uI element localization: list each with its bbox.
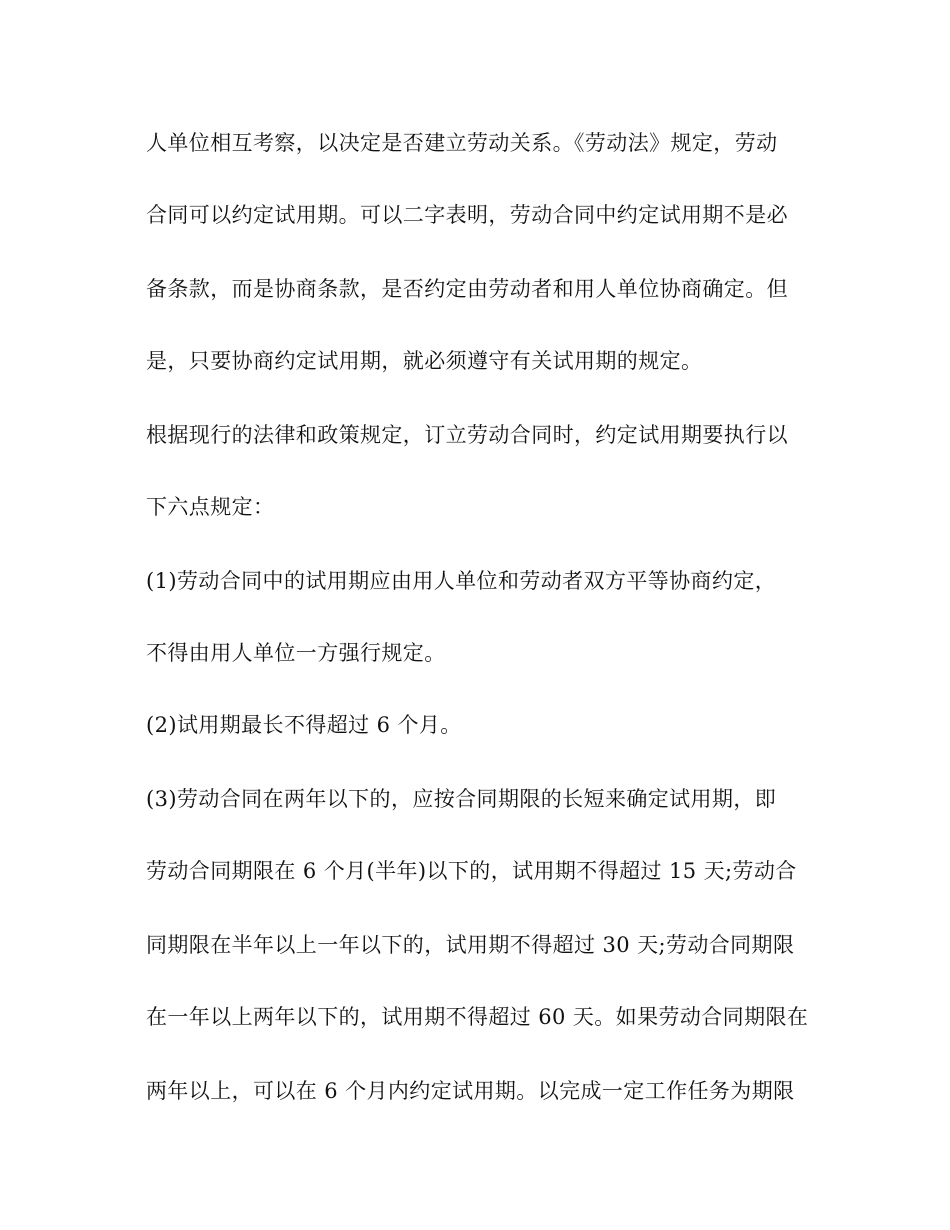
text-line-4: 是，只要协商约定试用期，就必须遵守有关试用期的规定。 bbox=[146, 349, 703, 373]
text-line-12: 同期限在半年以上一年以下的，试用期不得超过 30 天;劳动合同期限 bbox=[146, 933, 795, 957]
text-line-11: 劳动合同期限在 6 个月(半年)以下的，试用期不得超过 15 天;劳动合 bbox=[146, 859, 797, 883]
text-line-5: 根据现行的法律和政策规定，订立劳动合同时，约定试用期要执行以 bbox=[146, 423, 788, 447]
text-line-1: 人单位相互考察，以决定是否建立劳动关系。《劳动法》规定，劳动 bbox=[146, 131, 778, 155]
text-line-2: 合同可以约定试用期。可以二字表明，劳动合同中约定试用期不是必 bbox=[146, 203, 788, 227]
text-line-8: 不得由用人单位一方强行规定。 bbox=[146, 641, 446, 665]
text-line-6: 下六点规定： bbox=[146, 495, 275, 519]
text-line-13: 在一年以上两年以下的，试用期不得超过 60 天。如果劳动合同期限在 bbox=[146, 1005, 809, 1029]
text-line-10: (3)劳动合同在两年以下的，应按合同期限的长短来确定试用期，即 bbox=[146, 787, 777, 811]
text-line-3: 备条款，而是协商条款，是否约定由劳动者和用人单位协商确定。但 bbox=[146, 277, 788, 301]
text-line-14: 两年以上，可以在 6 个月内约定试用期。以完成一定工作任务为期限 bbox=[146, 1079, 795, 1103]
text-line-9: (2)试用期最长不得超过 6 个月。 bbox=[146, 713, 462, 737]
text-line-7: (1)劳动合同中的试用期应由用人单位和劳动者双方平等协商约定， bbox=[146, 569, 777, 593]
